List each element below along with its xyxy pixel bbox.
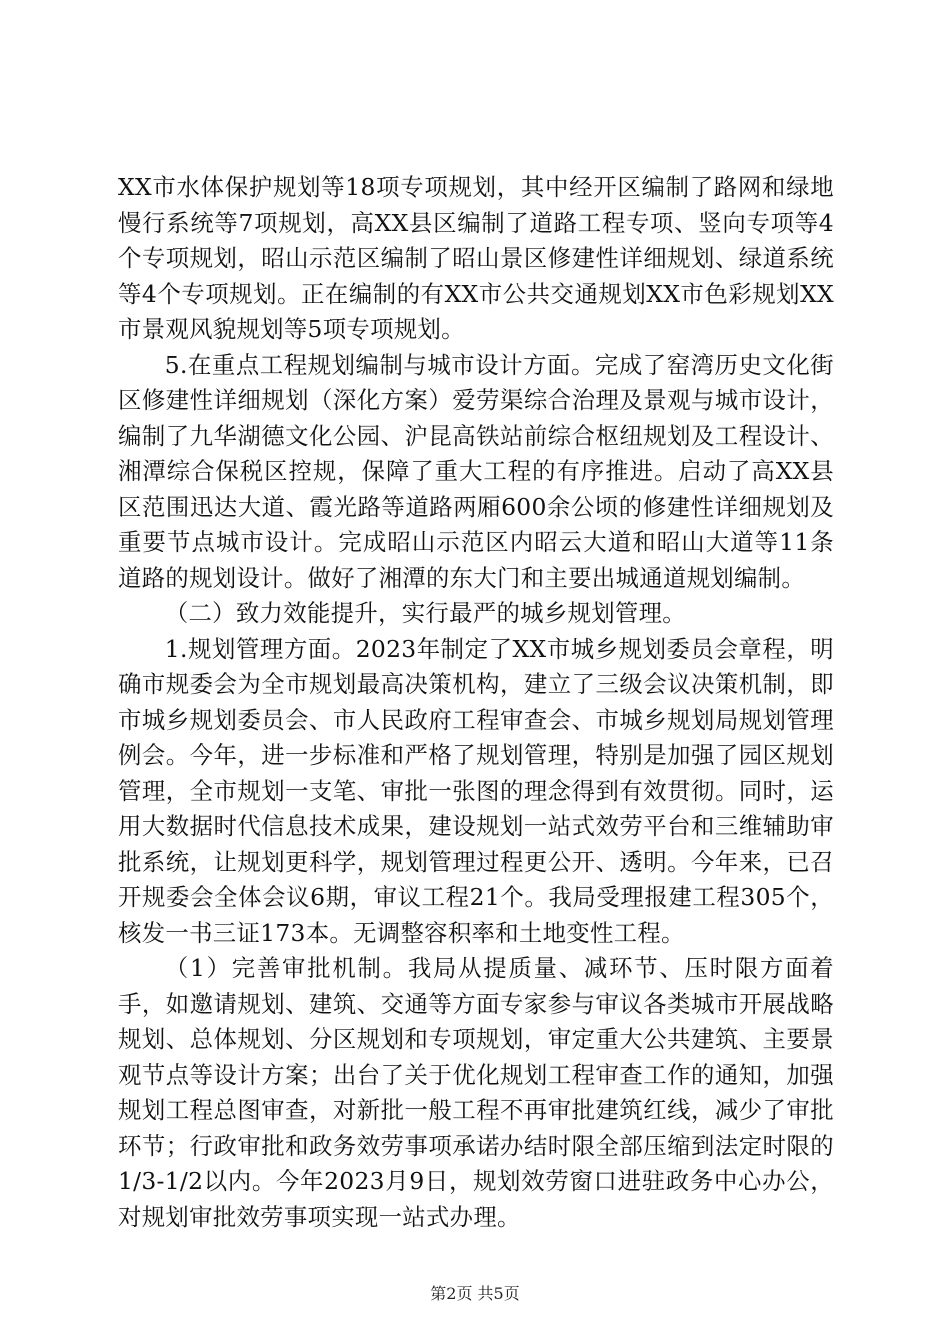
document-body — [118, 170, 834, 1235]
paragraph-approval-mechanism: （1）完善审批机制。我局从提质量、减环节、压时限方面着手，如邀请规划、建筑、交通等方面专家参与审议各类城市开展战略规划、总体规划、分区规划和专项规划，审定重大公共建筑、主要景观节点等设计方案；出台了关于优化规划工程审查工作的通知，加强规划工程总图审查，对新批一般工程不再审批建筑红线，减少了审批环节；行政审批和政务效劳事项承诺办结时限全部压缩到法定时限的1/3-1/2以内。今年2023月9日，规划效劳窗口进驻政务中心办公，对规划审批效劳事项实现一站式办理。 — [118, 954, 834, 1231]
paragraph-planning-management: 1.规划管理方面。2023年制定了XX市城乡规划委员会章程，明确市规委会为全市规划最高决策机构，建立了三级会议决策机制，即市城乡规划委员会、市人民政府工程审查会、市城乡规划局规划管理例会。今年，进一步标准和严格了规划管理，特别是加强了园区规划管理，全市规划一支笔、审批一张图的理念得到有效贯彻。同时，运用大数据时代信息技术成果，建设规划一站式效劳平台和三维辅助审批系统，让规划更科学，规划管理过程更公开、透明。今年来，已召开规委会全体会议6期，审议工程21个。我局受理报建工程305个，核发一书三证173本。无调整容积率和土地变性工程。 — [118, 634, 834, 947]
paragraph-special-plans: XX市水体保护规划等18项专项规划，其中经开区编制了路网和绿地慢行系统等7项规划，高XX县区编制了道路工程专项、竖向专项等4个专项规划，昭山示范区编制了昭山景区修建性详细规划、绿道系统等4个专项规划。正在编制的有XX市公共交通规划XX市色彩规划XX市景观风貌规划等5项专项规划。 — [118, 173, 834, 343]
page-footer: 第2页 共5页 — [430, 1284, 520, 1303]
section-heading-efficiency: （二）致力效能提升，实行最严的城乡规划管理。 — [164, 599, 686, 627]
paragraph-key-projects: 5.在重点工程规划编制与城市设计方面。完成了窑湾历史文化街区修建性详细规划（深化方案）爱劳渠综合治理及景观与城市设计，编制了九华湖德文化公园、沪昆高铁站前综合枢纽规划及工程设计、湘潭综合保税区控规，保障了重大工程的有序推进。启动了高XX县区范围迅达大道、霞光路等道路两厢600余公顷的修建性详细规划及重要节点城市设计。完成昭山示范区内昭云大道和昭山大道等11条道路的规划设计。做好了湘潭的东大门和主要出城通道规划编制。 — [118, 350, 834, 592]
